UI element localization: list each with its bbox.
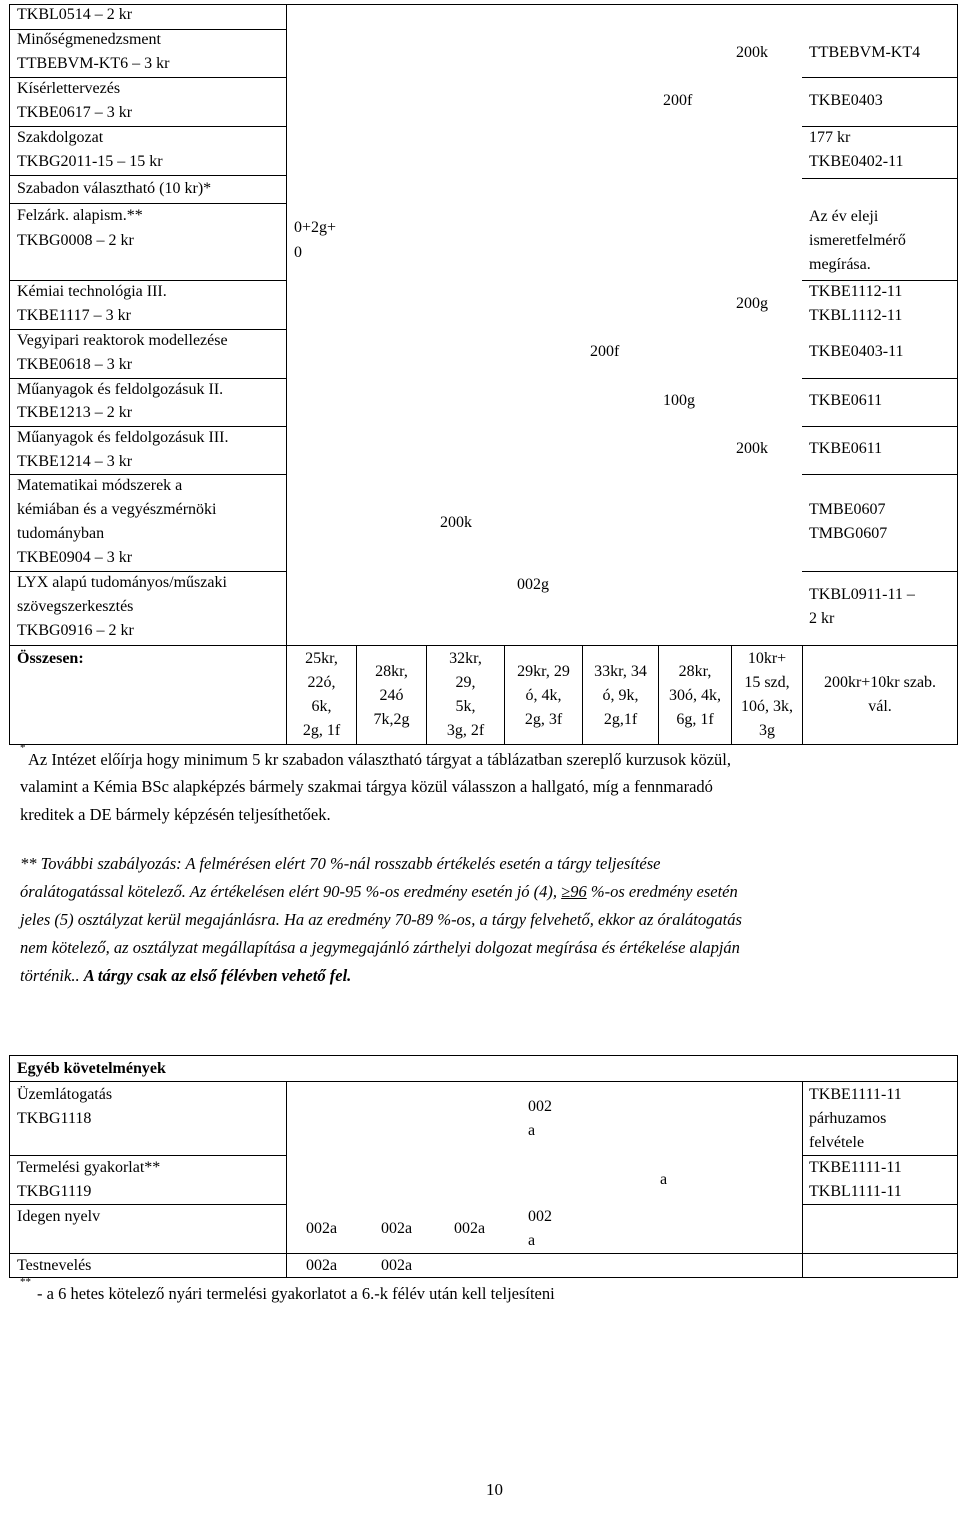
course-name: Kísérlettervezés <box>17 80 121 97</box>
note-line: óralátogatással kötelező. Az értékelésen elért 90-95 %-os eredmény esetén jó (4), ≥96 %-os eredmény esetén <box>20 882 738 901</box>
total-prereq: 200kr+10kr szab. vál. <box>823 674 937 715</box>
course-code: TTBEBVM-KT6 – 3 kr <box>17 55 170 72</box>
requirement-value: 002a <box>381 1257 413 1274</box>
total-sem2: 28kr, 24ó 7k,2g <box>373 663 410 728</box>
course-name: Szakdolgozat <box>17 129 104 146</box>
prereq-text: TMBG0607 <box>809 525 888 542</box>
note-line: nem kötelező, az osztályzat megállapítása a jegymegajánló zárthelyi dolgozat megírása és értékelése alapján <box>20 938 740 957</box>
prereq-text: TMBE0607 <box>809 501 886 518</box>
total-sem3: 32kr, 29, 5k, 3g, 2f <box>446 650 485 739</box>
course-code: TKBE1214 – 3 kr <box>17 453 133 470</box>
course-code: TKBE1213 – 2 kr <box>17 404 133 421</box>
course-name: tudományban <box>17 525 105 542</box>
requirement-name: Idegen nyelv <box>17 1208 101 1225</box>
course-name: Műanyagok és feldolgozásuk III. <box>17 429 229 446</box>
prereq-text: TKBE0402-11 <box>809 153 904 170</box>
course-name: LYX alapú tudományos/műszaki <box>17 574 227 591</box>
course-code: TKBG2011-15 – 15 kr <box>17 153 163 170</box>
requirement-value: 002a <box>381 1220 413 1237</box>
prereq-text: 2 kr <box>809 610 835 627</box>
prereq-text: TKBE1112-11 <box>809 283 903 300</box>
prereq-text: TTBEBVM-KT4 <box>809 44 921 61</box>
course-code: TKBG0008 – 2 kr <box>17 232 134 249</box>
course-code: TKBE0618 – 3 kr <box>17 356 133 373</box>
requirement-code: TKBG1119 <box>17 1183 92 1200</box>
total-sem5: 33kr, 34 ó, 9k, 2g,1f <box>594 663 647 728</box>
note-line: kreditek a DE bármely képzésén teljesíthetőek. <box>20 805 331 824</box>
requirement-value: 002a <box>306 1257 338 1274</box>
prereq-text: TKBE0403 <box>809 92 883 109</box>
course-name: szövegszerkesztés <box>17 598 134 615</box>
semester-value: 200f <box>663 92 693 109</box>
requirement-prereq: TKBE1111-11 <box>809 1086 902 1103</box>
semester-value: 002g <box>517 576 549 593</box>
requirement-prereq: felvétele <box>809 1134 865 1151</box>
course-name: kémiában és a vegyészmérnöki <box>17 501 217 518</box>
requirement-code: TKBG1118 <box>17 1110 92 1127</box>
semester-value: 200g <box>736 295 768 312</box>
prereq-text: megírása. <box>809 256 871 273</box>
prereq-text: TKBE0403-11 <box>809 343 904 360</box>
requirement-value: a <box>660 1171 668 1188</box>
requirement-prereq: TKBE1111-11 <box>809 1159 902 1176</box>
requirement-prereq: párhuzamos <box>809 1110 887 1127</box>
semester-value: 0 <box>294 244 302 261</box>
semester-value: 200k <box>736 44 768 61</box>
page-number: 10 <box>486 1480 503 1499</box>
course-code: TKBE0904 – 3 kr <box>17 549 133 566</box>
note-line: Az Intézet előírja hogy minimum 5 kr szabadon választható tárgyat a táblázatban szereplő kurzusok közül, <box>28 750 731 769</box>
semester-value: 200k <box>440 514 472 531</box>
total-label: Összesen: <box>17 650 84 667</box>
course-name: Felzárk. alapism.** <box>17 207 143 224</box>
course-tkbl0514: TKBL0514 – 2 kr <box>17 6 133 23</box>
note-line: történik.. A tárgy csak az első félévben vehető fel. <box>20 966 352 985</box>
requirement-value: a <box>528 1232 536 1249</box>
requirement-value: 002 <box>528 1208 552 1225</box>
requirement-value: 002a <box>306 1220 338 1237</box>
requirement-name: Üzemlátogatás <box>17 1086 113 1103</box>
prereq-text: TKBL1112-11 <box>809 307 903 324</box>
semester-value: 0+2g+ <box>294 219 337 236</box>
note-line: valamint a Kémia BSc alapképzés bármely szakmai tárgya közül válasszon a hallgató, míg a fennmaradó <box>20 777 713 796</box>
free-elective-heading: Szabadon választható (10 kr)* <box>17 180 212 197</box>
total-sem1: 25kr, 22ó, 6k, 2g, 1f <box>302 650 341 739</box>
prereq-text: TKBL0911-11 – <box>809 586 915 603</box>
course-name: Minőségmenedzsment <box>17 31 161 48</box>
total-sem4: 29kr, 29 ó, 4k, 2g, 3f <box>517 663 570 728</box>
semester-value: 100g <box>663 392 695 409</box>
footnote-mark: * <box>20 742 26 754</box>
course-name: Kémiai technológia III. <box>17 283 167 300</box>
course-code: TKBG0916 – 2 kr <box>17 622 134 639</box>
semester-value: 200k <box>736 440 768 457</box>
course-code: TKBE0617 – 3 kr <box>17 104 133 121</box>
note-line: jeles (5) osztályzat kerül megajánlásra. Ha az eredmény 70-89 %-os, a tárgy felvehető, ekkor az óralátogatás <box>20 910 742 929</box>
total-sem7: 10kr+ 15 szd, 10ó, 3k, 3g <box>741 650 793 739</box>
course-name: Matematikai módszerek a <box>17 477 183 494</box>
other-requirements-header: Egyéb követelmények <box>17 1060 166 1077</box>
prereq-text: ismeretfelmérő <box>809 232 906 249</box>
requirement-value: 002 <box>528 1098 552 1115</box>
note-line: ** További szabályozás: A felmérésen elért 70 %-nál rosszabb értékelés esetén a tárgy teljesítése <box>20 854 661 873</box>
requirement-name: Testnevelés <box>17 1257 92 1274</box>
footnote-text: - a 6 hetes kötelező nyári termelési gyakorlatot a 6.-k félév után kell teljesíteni <box>37 1284 555 1303</box>
prereq-text: TKBE0611 <box>809 440 883 457</box>
requirement-name: Termelési gyakorlat** <box>17 1159 161 1176</box>
semester-value: 200f <box>590 343 620 360</box>
requirement-value: a <box>528 1122 536 1139</box>
course-code: TKBE1117 – 3 kr <box>17 307 131 324</box>
requirement-prereq: TKBL1111-11 <box>809 1183 902 1200</box>
course-name: Vegyipari reaktorok modellezése <box>17 332 228 349</box>
prereq-text: 177 kr <box>809 129 851 146</box>
requirement-value: 002a <box>454 1220 486 1237</box>
footnote-mark: ** <box>20 1276 31 1288</box>
course-name: Műanyagok és feldolgozásuk II. <box>17 381 224 398</box>
prereq-text: TKBE0611 <box>809 392 883 409</box>
prereq-text: Az év eleji <box>809 208 879 225</box>
total-sem6: 28kr, 30ó, 4k, 6g, 1f <box>669 663 721 728</box>
